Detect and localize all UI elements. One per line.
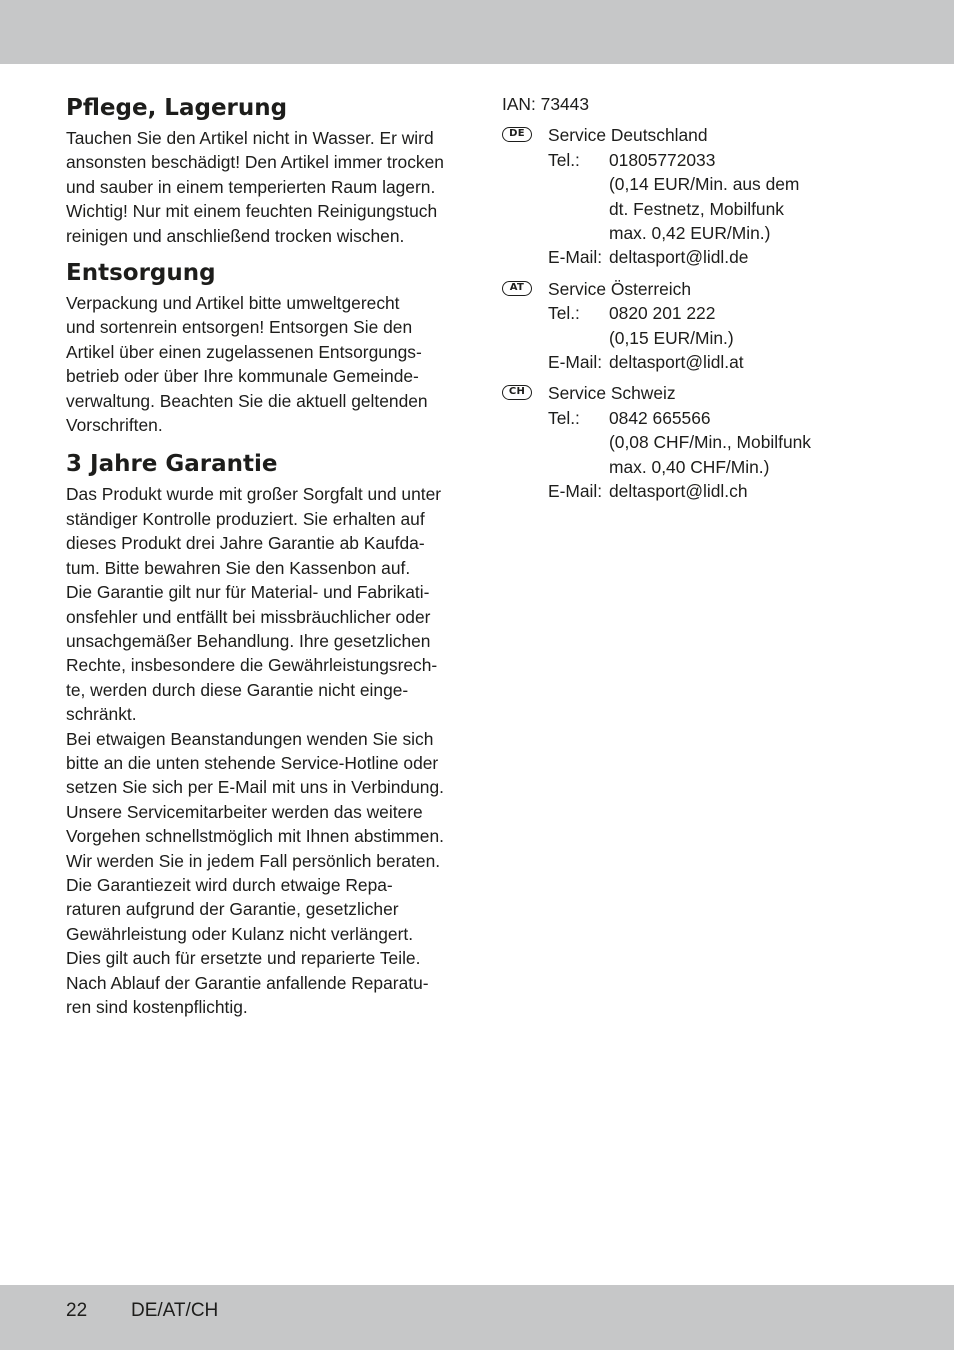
tel-label: Tel.: xyxy=(548,303,580,324)
service-block-de xyxy=(502,123,922,269)
heading-garantie: 3 Jahre Garantie xyxy=(66,451,278,478)
service-column xyxy=(502,92,922,504)
email-label: E-Mail: xyxy=(548,481,603,502)
section-pflege xyxy=(66,93,461,248)
left-column xyxy=(66,93,461,1019)
country-badge-at-icon: AT xyxy=(502,281,532,296)
heading-entsorgung: Entsorgung xyxy=(66,260,216,287)
email-value-ch: deltasport@lidl.ch xyxy=(609,481,748,502)
email-label: E-Mail: xyxy=(548,247,603,268)
page-number: 22 xyxy=(66,1300,88,1321)
section-entsorgung xyxy=(66,258,461,437)
email-value-de: deltasport@lidl.de xyxy=(609,247,749,268)
footer-languages: DE/AT/CH xyxy=(131,1300,219,1321)
service-block-at xyxy=(502,277,922,375)
service-name-at: Service Österreich xyxy=(548,278,692,299)
section-garantie xyxy=(66,449,461,1019)
service-name-ch: Service Schweiz xyxy=(548,383,676,404)
country-badge-ch-icon: CH xyxy=(502,385,532,400)
service-name-de: Service Deutschland xyxy=(548,125,708,146)
heading-pflege: Pflege, Lagerung xyxy=(66,95,288,121)
tel-value-de: 01805772033 (0,14 EUR/Min. aus dem dt. Festnetz, Mobilfunk max. 0,42 EUR/Min.) xyxy=(609,149,800,244)
country-badge-de-icon: DE xyxy=(502,127,532,142)
tel-value-ch: 0842 665566 (0,08 CHF/Min., Mobilfunk max. 0,40 CHF/Min.) xyxy=(609,407,811,477)
paragraph-entsorgung: Verpackung und Artikel bitte umweltgerecht und sortenrein entsorgen! Entsorgen Sie den Artikel über einen zugelassenen Entsorgungs- betrieb oder über Ihre kommunale Gemeinde- verwaltung. Beachten Sie die aktuell geltenden Vorschriften. xyxy=(66,293,428,436)
tel-value-at: 0820 201 222 (0,15 EUR/Min.) xyxy=(609,303,734,348)
tel-label: Tel.: xyxy=(548,149,580,170)
header-bar xyxy=(0,0,954,64)
tel-label: Tel.: xyxy=(548,407,580,428)
paragraph-pflege: Tauchen Sie den Artikel nicht in Wasser. Er wird ansonsten beschädigt! Den Artikel immer trocken und sauber in einem temperierten Raum lagern. Wichtig! Nur mit einem feuchten Reinigungstuch reinigen und anschließend trocken wischen. xyxy=(66,128,444,246)
service-block-ch xyxy=(502,381,922,503)
email-value-at: deltasport@lidl.at xyxy=(609,352,744,373)
paragraph-garantie: Das Produkt wurde mit großer Sorgfalt und unter ständiger Kontrolle produziert. Sie erhalten auf dieses Produkt drei Jahre Garantie ab Kaufda- tum. Bitte bewahren Sie den Kassenbon auf. Die Garantie gilt nur für Material- und Fabrikati- onsfehler und entfällt bei missbräuchlicher oder unsachgemäßer Behandlung. Ihre gesetzlichen Rechte, insbesondere die Gewährleistungsrech- te, werden durch diese Garantie nicht einge- schränkt. Bei etwaigen Beanstandungen wenden Sie sich bitte an die unten stehende Service-Hotline oder setzen Sie sich per E-Mail mit uns in Verbindung. Unsere Servicemitarbeiter werden das weitere Vorgehen schnellstmöglich mit Ihnen abstimmen. Wir werden Sie in jedem Fall persönlich beraten. Die Garantiezeit wird durch etwaige Repa- raturen aufgrund der Garantie, gesetzlicher Gewährleistung oder Kulanz nicht verlängert. Dies gilt auch für ersetzte und reparierte Teile. Nach Ablauf der Garantie anfallende Reparatu- ren sind kostenpflichtig. xyxy=(66,484,444,1017)
email-label: E-Mail: xyxy=(548,352,603,373)
ian-number: IAN: 73443 xyxy=(502,94,590,114)
